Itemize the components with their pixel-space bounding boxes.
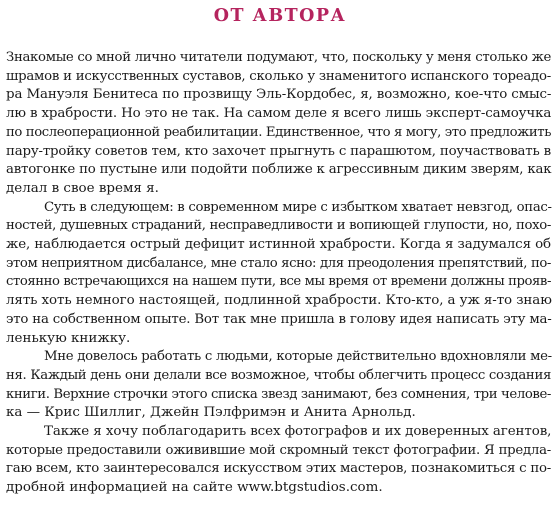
paragraph — [6, 423, 551, 498]
page-title: ОТ АВТОРА — [213, 6, 347, 26]
text-line: ленькую книжку. — [6, 330, 131, 346]
text-line: ра Мануэля Бенитеса по прозвищу Эль-Кордобес, я, возможно, кое-что смыс- — [6, 87, 552, 103]
text-line: этом неприятном дисбалансе, мне стало ясно: для преодоления препятствий, по- — [6, 255, 551, 271]
text-line: Суть в следующем: в современном мире с избытком хватает невзгод, опас- — [44, 199, 552, 215]
text-line: шрамов и искусственных суставов, сколько у знаменитого испанского тореадо- — [6, 68, 551, 84]
text-line: Знакомые со мной лично читатели подумают, что, поскольку у меня столько же — [6, 50, 551, 65]
text-line: ня. Каждый день они делали все возможное, чтобы облегчить процесс создания — [6, 367, 551, 383]
text-line: по послеоперационной реабилитации. Единственное, что я могу, это предложить — [6, 124, 551, 140]
text-line: ка — Крис Шиллиг, Джейн Пэлфримэн и Анита Арнольд. — [6, 405, 416, 421]
text-line: стоянно встречающихся на нашем пути, все мы время от времени должны прояв- — [6, 274, 551, 290]
text-line: лять хоть немного настоящей, подлинной храбрости. Кто-кто, а уж я-то знаю — [6, 293, 552, 309]
text-line: которые предоставили оживившие мой скромный текст фотографии. Я предла- — [6, 442, 551, 458]
text-line: автогонке по пустыне или подойти поближе к агрессивным диким зверям, как — [6, 162, 552, 178]
text-line: лю в храбрости. Но это не так. На самом деле я всего лишь эксперт-самоучка — [6, 106, 552, 122]
body-text — [6, 49, 551, 498]
text-line: гаю всем, кто заинтересовался искусством этих мастеров, познакомиться с по- — [6, 461, 552, 477]
text-line: Мне довелось работать с людьми, которые действительно вдохновляли ме- — [44, 349, 552, 365]
text-line: Также я хочу поблагодарить всех фотографов и их доверенных агентов, — [44, 424, 552, 440]
text-line: это на собственном опыте. Вот так мне пришла в голову идея написать эту ма- — [6, 311, 552, 327]
text-line: дробной информацией на сайте www.btgstudios.com. — [6, 480, 383, 496]
paragraph — [6, 348, 551, 423]
text-line: же, наблюдается острый дефицит истинной храбрости. Когда я задумался об — [6, 237, 551, 253]
text-line: книги. Верхние строчки этого списка звезд занимают, без сомнения, три челове- — [6, 386, 551, 402]
paragraph — [6, 49, 551, 199]
text-line: пару-тройку советов тем, кто захочет прыгнуть с парашютом, поучаствовать в — [6, 143, 551, 159]
paragraph — [6, 199, 551, 349]
text-line: ностей, душевных страданий, несправедливости и вопиющей глупости, но, похо- — [6, 218, 551, 234]
text-line: делал в свое время я. — [6, 180, 159, 196]
